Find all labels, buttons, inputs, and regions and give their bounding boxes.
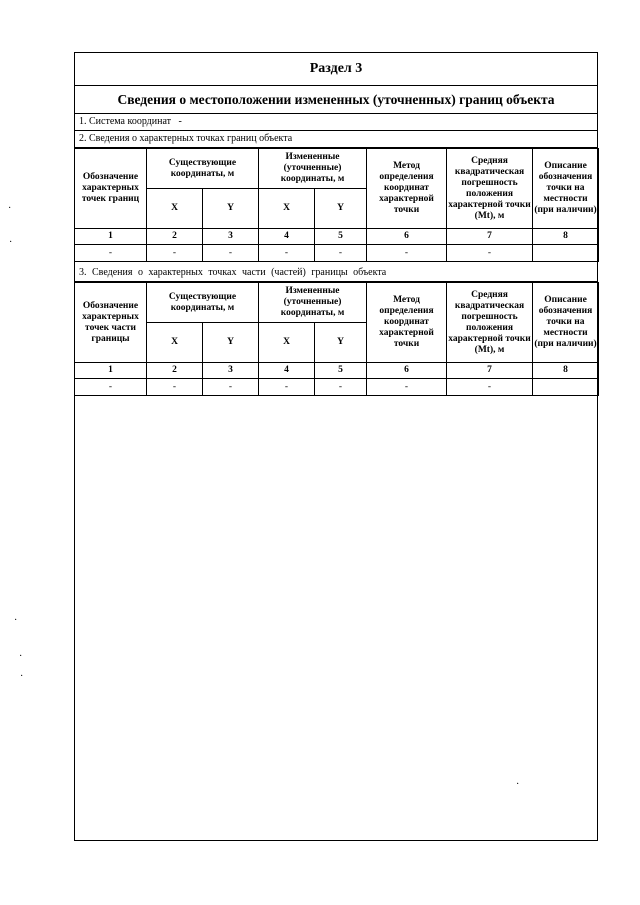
table-cell: - bbox=[203, 379, 259, 396]
coord-system-value: - bbox=[178, 116, 182, 127]
table-cell: - bbox=[259, 379, 315, 396]
header-changed-x: X bbox=[259, 323, 315, 363]
document-frame bbox=[74, 52, 598, 841]
part-points-caption: 3. Сведения о характерных точках части (частей) границы объекта bbox=[75, 265, 597, 282]
boundary-points-table bbox=[74, 148, 599, 262]
header-changed-coords: Измененные (уточненные) координаты, м bbox=[259, 149, 367, 189]
table-cell: - bbox=[75, 379, 147, 396]
header-existing-x: X bbox=[147, 323, 203, 363]
boundary-points-caption: 2. Сведения о характерных точках границ объекта bbox=[75, 131, 597, 148]
table-cell: - bbox=[367, 379, 447, 396]
table-cell: - bbox=[447, 245, 533, 262]
table-cell bbox=[533, 379, 599, 396]
coord-system-label: 1. Система координат bbox=[79, 116, 172, 127]
table-cell: - bbox=[447, 379, 533, 396]
column-number: 4 bbox=[259, 229, 315, 245]
header-existing-y: Y bbox=[203, 189, 259, 229]
header-existing-x: X bbox=[147, 189, 203, 229]
header-changed-coords: Измененные (уточненные) координаты, м bbox=[259, 283, 367, 323]
header-existing-coords: Существующие координаты, м bbox=[147, 283, 259, 323]
part-points-table bbox=[74, 282, 599, 396]
table-cell: - bbox=[367, 245, 447, 262]
section-title: Раздел 3 bbox=[75, 53, 597, 86]
column-number: 4 bbox=[259, 363, 315, 379]
scan-speck: · bbox=[516, 779, 520, 790]
header-existing-y: Y bbox=[203, 323, 259, 363]
table-cell bbox=[533, 245, 599, 262]
header-changed-y: Y bbox=[315, 323, 367, 363]
table-cell: - bbox=[315, 245, 367, 262]
table-cell: - bbox=[75, 245, 147, 262]
table-cell: - bbox=[203, 245, 259, 262]
object-title: Сведения о местоположении измененных (уточненных) границ объекта bbox=[75, 86, 597, 114]
column-number: 2 bbox=[147, 363, 203, 379]
header-changed-y: Y bbox=[315, 189, 367, 229]
header-error: Средняя квадратическая погрешность положения характерной точки (Mt), м bbox=[447, 149, 533, 229]
column-number: 5 bbox=[315, 363, 367, 379]
table-cell: - bbox=[315, 379, 367, 396]
scan-speck: · bbox=[20, 671, 24, 682]
header-changed-x: X bbox=[259, 189, 315, 229]
column-number: 6 bbox=[367, 229, 447, 245]
header-description: Описание обозначения точки на местности (при наличии) bbox=[533, 283, 599, 363]
header-designation: Обозначение характерных точек границ bbox=[75, 149, 147, 229]
table-cell: - bbox=[147, 245, 203, 262]
scan-speck: · bbox=[14, 615, 18, 626]
column-number: 5 bbox=[315, 229, 367, 245]
column-number: 2 bbox=[147, 229, 203, 245]
column-number: 3 bbox=[203, 229, 259, 245]
column-number: 8 bbox=[533, 229, 599, 245]
table-cell: - bbox=[147, 379, 203, 396]
header-method: Метод определения координат характерной точки bbox=[367, 283, 447, 363]
header-error: Средняя квадратическая погрешность положения характерной точки (Mt), м bbox=[447, 283, 533, 363]
header-description: Описание обозначения точки на местности (при наличии) bbox=[533, 149, 599, 229]
scan-speck: · bbox=[9, 237, 13, 248]
column-number: 1 bbox=[75, 229, 147, 245]
column-number: 7 bbox=[447, 363, 533, 379]
header-designation: Обозначение характерных точек части границы bbox=[75, 283, 147, 363]
table-cell: - bbox=[259, 245, 315, 262]
column-number: 1 bbox=[75, 363, 147, 379]
column-number: 7 bbox=[447, 229, 533, 245]
column-number: 3 bbox=[203, 363, 259, 379]
coord-system-line bbox=[75, 114, 597, 131]
scan-speck: · bbox=[19, 651, 23, 662]
column-number: 8 bbox=[533, 363, 599, 379]
scan-speck: · bbox=[8, 203, 12, 214]
header-method: Метод определения координат характерной точки bbox=[367, 149, 447, 229]
column-number: 6 bbox=[367, 363, 447, 379]
header-existing-coords: Существующие координаты, м bbox=[147, 149, 259, 189]
